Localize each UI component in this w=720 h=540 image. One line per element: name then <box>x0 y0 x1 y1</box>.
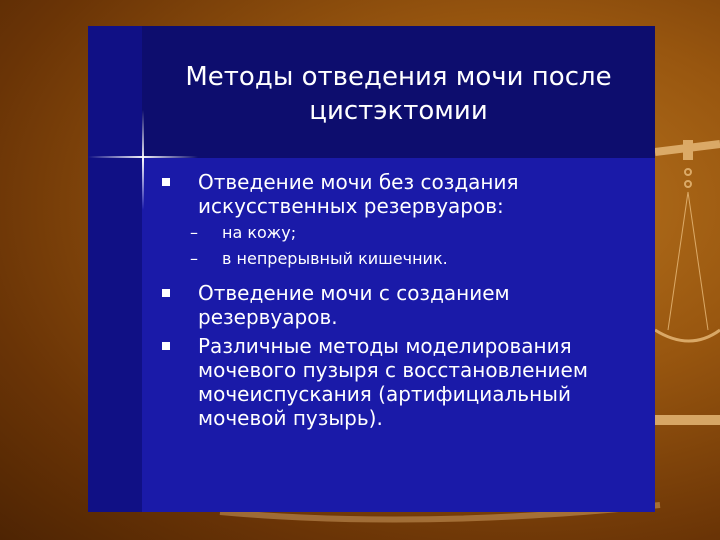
bullet-item <box>160 170 590 218</box>
panel-side-strip <box>88 26 142 512</box>
sub-bullet-text: на кожу; <box>222 223 297 242</box>
dash-bullet: – <box>190 223 198 242</box>
sparkle-vertical <box>142 110 144 210</box>
square-bullet-icon <box>162 289 170 297</box>
bullet-text: Различные методы моделирования мочевого пузыря с восстановлением мочеиспускания (артифициальный мочевой пузырь). <box>198 334 588 430</box>
sub-bullet-item <box>160 223 590 243</box>
square-bullet-icon <box>162 178 170 186</box>
dash-bullet: – <box>190 249 198 268</box>
sub-bullet-item <box>160 249 590 269</box>
bullet-text: Отведение мочи с созданием резервуаров. <box>198 281 510 329</box>
slide-content <box>160 170 590 435</box>
bullet-item <box>160 334 590 430</box>
square-bullet-icon <box>162 342 170 350</box>
bullet-item <box>160 281 590 329</box>
sub-bullet-text: в непрерывный кишечник. <box>222 249 448 268</box>
slide-title: Методы отведения мочи после цистэктомии <box>185 62 612 126</box>
bullet-text: Отведение мочи без создания искусственных резервуаров: <box>198 170 519 218</box>
